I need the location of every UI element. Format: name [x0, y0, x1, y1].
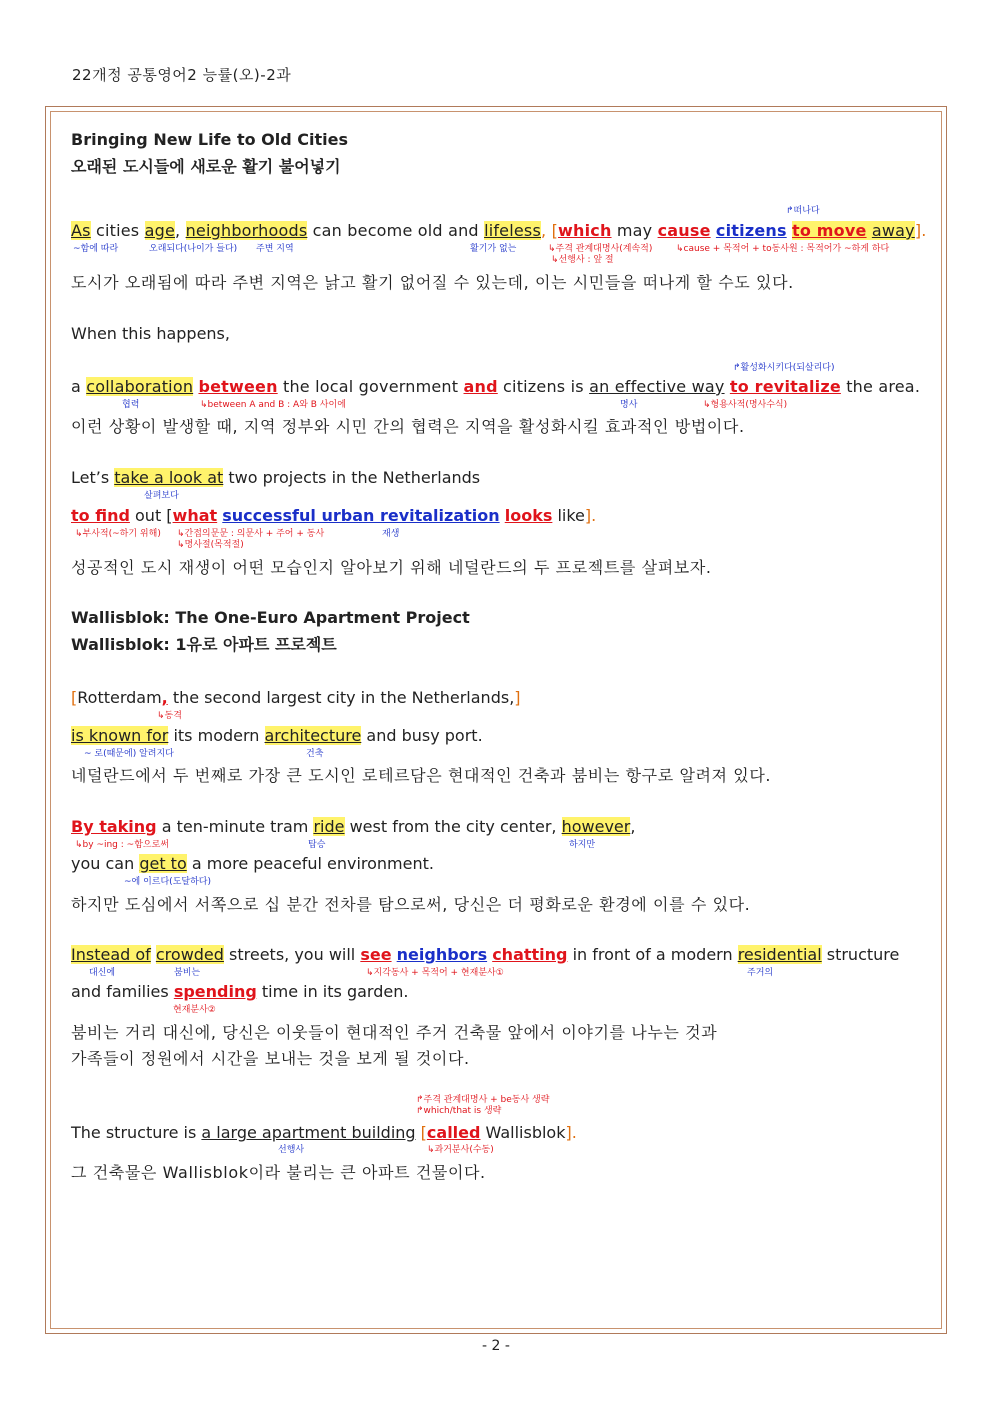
sentence-3-line-1: Let’s take a look at two projects in the Netherlands	[71, 468, 481, 487]
note: 오래되다(나이가 들다)	[149, 244, 238, 254]
note: 활기가 없는	[470, 244, 517, 254]
title-english: Bringing New Life to Old Cities	[71, 130, 349, 149]
sentence-5-line-1: By taking a ten-minute tram ride west from the city center, however,	[71, 817, 636, 836]
note: 살펴보다	[144, 491, 179, 501]
sentence-2: a collaboration between the local government and citizens is an effective way to revitalize the area.	[71, 377, 921, 396]
translation-7: 그 건축물은 Wallisblok이라 불리는 큰 아파트 건물이다.	[71, 1163, 486, 1182]
subtitle-english: Wallisblok: The One-Euro Apartment Project	[71, 608, 470, 627]
translation-4: 네덜란드에서 두 번째로 가장 큰 도시인 로테르담은 현대적인 건축과 붐비는 항구로 알려져 있다.	[71, 766, 772, 785]
translation-3: 성공적인 도시 재생이 어떤 모습인지 알아보기 위해 네덜란드의 두 프로젝트를 살펴보자.	[71, 558, 712, 577]
translation-6-line-2: 가족들이 정원에서 시간을 보내는 것을 보게 될 것이다.	[71, 1049, 470, 1068]
note: 탑승	[308, 840, 326, 850]
translation-1: 도시가 오래됨에 따라 주변 지역은 낡고 활기 없어질 수 있는데, 이는 시민들을 떠나게 할 수도 있다.	[71, 273, 794, 292]
translation-2: 이런 상황이 발생할 때, 지역 정부와 시민 간의 협력은 지역을 활성화시킬 효과적인 방법이다.	[71, 417, 745, 436]
note: ~에 이르다(도달하다)	[124, 877, 211, 887]
note: 선행사	[278, 1145, 305, 1155]
note: ~ 로(때문에) 알려지다	[84, 749, 174, 759]
sentence-7: The structure is a large apartment building [called Wallisblok].	[71, 1123, 577, 1142]
note: ↱주격 관계대명사 + be동사 생략	[416, 1095, 550, 1105]
note: 주거의	[747, 968, 774, 978]
note: ↳선행사 : 앞 절	[551, 255, 614, 265]
note: ↳by ~ing : ~함으로써	[75, 840, 169, 850]
note: 현재분사②	[173, 1005, 216, 1015]
note: 명사	[620, 400, 638, 410]
note: ↱떠나다	[786, 206, 820, 216]
note: ~함에 따라	[73, 244, 119, 254]
note: 주변 지역	[256, 244, 294, 254]
note: ↳지각동사 + 목적어 + 현재분사①	[366, 968, 504, 978]
sentence-4-line-2: is known for its modern architecture and busy port.	[71, 726, 483, 745]
translation-6-line-1: 붐비는 거리 대신에, 당신은 이웃들이 현대적인 주거 건축물 앞에서 이야기를 나누는 것과	[71, 1023, 718, 1042]
note: 붐비는	[174, 968, 201, 978]
sentence-1: As cities age, neighborhoods can become old and lifeless, [which may cause citizens to move away].	[71, 221, 927, 240]
note: 건축	[306, 749, 324, 759]
sentence-6-line-1: Instead of crowded streets, you will see neighbors chatting in front of a modern residential structure	[71, 945, 900, 964]
sentence-2-intro: When this happens,	[71, 324, 230, 343]
note: ↳between A and B : A와 B 사이에	[200, 400, 346, 410]
note: 하지만	[569, 840, 596, 850]
subtitle-korean: Wallisblok: 1유로 아파트 프로젝트	[71, 635, 337, 654]
note: ↳cause + 목적어 + to동사원 : 목적어가 ~하게 하다	[676, 244, 890, 254]
sentence-6-line-2: and families spending time in its garden.	[71, 982, 409, 1001]
sentence-3-line-2: to find out [what successful urban revitalization looks like].	[71, 506, 597, 525]
document-header: 22개정 공통영어2 능률(오)-2과	[72, 66, 292, 84]
translation-5: 하지만 도심에서 서쪽으로 십 분간 전차를 탐으로써, 당신은 더 평화로운 환경에 이를 수 있다.	[71, 895, 751, 914]
page-number: - 2 -	[482, 1338, 510, 1354]
note: 대신에	[89, 968, 116, 978]
note: ↳명사절(목적절)	[177, 540, 244, 550]
note: ↱활성화시키다(되살리다)	[733, 363, 835, 373]
title-korean: 오래된 도시들에 새로운 활기 불어넣기	[71, 157, 341, 176]
note: ↳과거분사(수동)	[427, 1145, 494, 1155]
note: ↳간접의문문 : 의문사 + 주어 + 동사	[177, 529, 325, 539]
note: ↳부사적(~하기 위해)	[75, 529, 161, 539]
note: ↱which/that is 생략	[416, 1106, 502, 1116]
note: ↳형용사적(명사수식)	[703, 400, 788, 410]
note: ↳동격	[157, 711, 182, 721]
note: ↳주격 관계대명사(계속적)	[548, 244, 653, 254]
sentence-4-line-1: [Rotterdam, the second largest city in the Netherlands,]	[71, 688, 521, 707]
sentence-5-line-2: you can get to a more peaceful environment.	[71, 854, 434, 873]
note: 협력	[122, 400, 140, 410]
note: 재생	[382, 529, 400, 539]
